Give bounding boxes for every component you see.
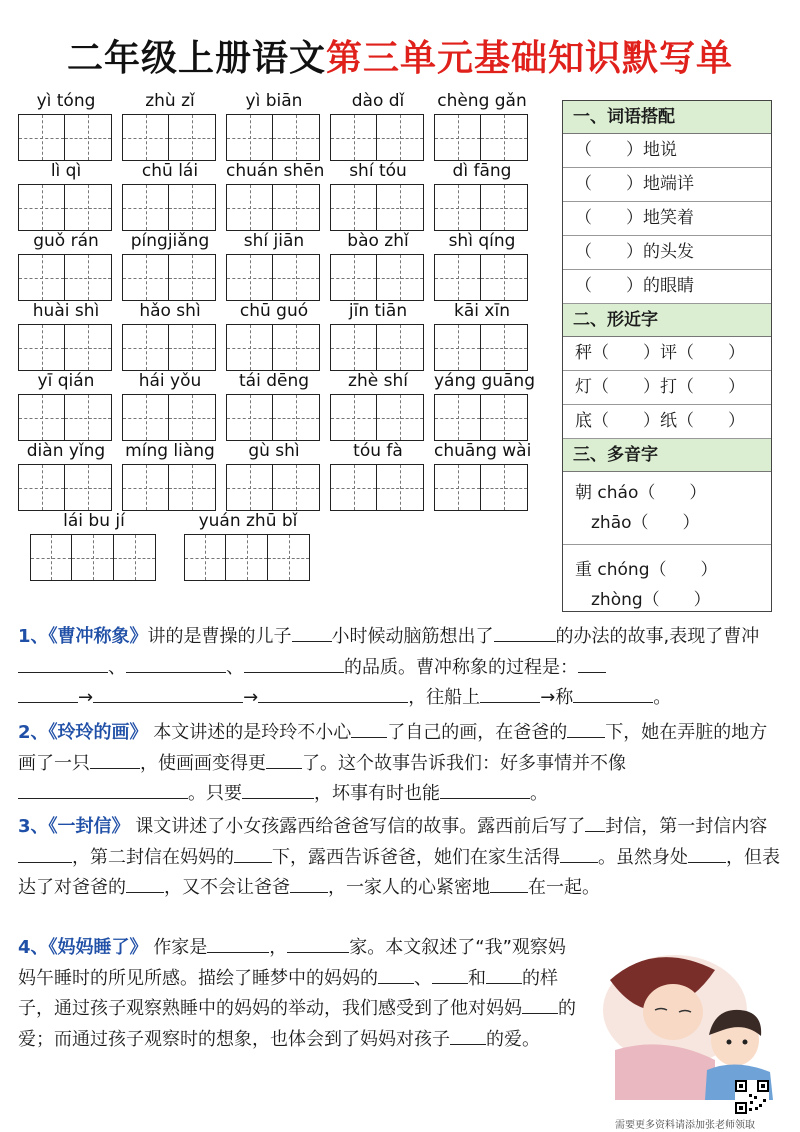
writing-box[interactable] xyxy=(122,184,169,231)
fill-blank[interactable] xyxy=(18,844,72,863)
fill-blank[interactable] xyxy=(93,684,243,703)
pinyin-word xyxy=(122,300,218,371)
writing-box[interactable] xyxy=(330,114,377,161)
pinyin-label: yì biān xyxy=(245,91,303,111)
pinyin-word xyxy=(18,370,114,441)
text-span: 讲的是曹操的儿子 xyxy=(147,626,292,647)
pinyin-label: chuāng wài xyxy=(434,441,532,461)
pinyin-word xyxy=(434,300,530,371)
paragraph-ling-ling xyxy=(18,718,782,810)
writing-boxes xyxy=(330,254,426,301)
title-part2: 第三单元基础知识默写单 xyxy=(326,38,734,79)
writing-boxes xyxy=(122,324,218,371)
lesson-title: 2、《玲玲的画》 xyxy=(18,722,148,743)
text-span: 。 xyxy=(530,783,548,804)
pinyin-word xyxy=(122,230,218,301)
fill-blank[interactable] xyxy=(440,780,530,799)
writing-box[interactable] xyxy=(434,394,481,441)
side-panel xyxy=(562,100,772,612)
pinyin-word xyxy=(226,230,322,301)
pinyin-word xyxy=(434,440,530,511)
pinyin-label: shì qíng xyxy=(448,231,516,251)
section-title-word-match: 一、词语搭配 xyxy=(563,101,771,134)
writing-box[interactable] xyxy=(226,534,268,581)
polyphone-item[interactable]: zhòng（ ） xyxy=(591,590,711,610)
fill-blank[interactable] xyxy=(90,750,140,769)
writing-boxes xyxy=(434,114,530,161)
pinyin-label: lái bu jí xyxy=(63,511,125,531)
writing-box[interactable] xyxy=(377,464,424,511)
writing-boxes xyxy=(226,464,322,511)
fill-blank[interactable] xyxy=(450,1026,486,1045)
writing-box[interactable] xyxy=(330,394,377,441)
pinyin-label: yī qián xyxy=(37,371,95,391)
writing-boxes xyxy=(330,464,426,511)
pinyin-word xyxy=(184,510,312,581)
writing-box[interactable] xyxy=(65,254,112,301)
writing-box[interactable] xyxy=(18,464,65,511)
fill-blank[interactable] xyxy=(242,780,314,799)
pinyin-label: chèng gǎn xyxy=(437,91,527,111)
fill-blank[interactable] xyxy=(480,684,540,703)
text-span: 的样子，通过孩子观察熟睡中的妈妈的举动，我们感受到了他对妈妈 xyxy=(18,967,558,1019)
pinyin-label: tóu fà xyxy=(353,441,403,461)
writing-box[interactable] xyxy=(481,184,528,231)
text-span: 在一起。 xyxy=(528,877,600,898)
fill-blank[interactable] xyxy=(266,750,302,769)
writing-box[interactable] xyxy=(434,464,481,511)
section-title-polyphones: 三、多音字 xyxy=(563,439,771,472)
text-span: 的爱。 xyxy=(486,1028,540,1050)
writing-boxes xyxy=(434,324,530,371)
writing-boxes xyxy=(226,394,322,441)
writing-box[interactable] xyxy=(65,324,112,371)
pinyin-label: yì tóng xyxy=(36,91,96,111)
writing-box[interactable] xyxy=(330,184,377,231)
writing-boxes xyxy=(18,464,114,511)
writing-box[interactable] xyxy=(226,254,273,301)
similar-char-item[interactable]: 灯（ ）打（ ） xyxy=(563,371,771,405)
pinyin-word xyxy=(330,90,426,161)
writing-boxes xyxy=(122,184,218,231)
fill-blank[interactable] xyxy=(573,684,653,703)
writing-box[interactable] xyxy=(226,184,273,231)
fill-blank[interactable] xyxy=(18,780,188,799)
writing-box[interactable] xyxy=(377,324,424,371)
writing-box[interactable] xyxy=(72,534,114,581)
writing-box[interactable] xyxy=(268,534,310,581)
polyphone-item[interactable]: zhāo（ ） xyxy=(563,508,771,545)
word-match-item[interactable]: （ ）地说 xyxy=(563,134,771,168)
writing-box[interactable] xyxy=(273,324,320,371)
pinyin-word xyxy=(122,440,218,511)
fill-blank[interactable] xyxy=(244,654,344,673)
pinyin-label: shí tóu xyxy=(349,161,407,181)
text-span: → xyxy=(243,687,259,708)
pinyin-word xyxy=(330,300,426,371)
qr-code-icon xyxy=(735,1080,769,1114)
writing-box[interactable] xyxy=(434,254,481,301)
writing-box[interactable] xyxy=(273,114,320,161)
word-match-item[interactable]: （ ）的眼睛 xyxy=(563,270,771,304)
writing-box[interactable] xyxy=(122,254,169,301)
writing-box[interactable] xyxy=(18,254,65,301)
fill-blank[interactable] xyxy=(292,623,332,642)
pinyin-label: hǎo shì xyxy=(139,301,201,321)
pinyin-label: bào zhǐ xyxy=(347,231,409,251)
text-span: ，坏事有时也能 xyxy=(314,783,440,804)
text-span: 本文讲述的是玲玲不小心 xyxy=(153,722,352,743)
pinyin-word xyxy=(226,160,325,231)
writing-box[interactable] xyxy=(330,324,377,371)
pinyin-word xyxy=(226,300,322,371)
writing-box[interactable] xyxy=(18,114,65,161)
writing-boxes xyxy=(30,534,158,581)
pinyin-label: zhè shí xyxy=(348,371,408,391)
fill-blank[interactable] xyxy=(486,965,522,984)
pinyin-label: yuán zhū bǐ xyxy=(198,511,298,531)
writing-box[interactable] xyxy=(65,464,112,511)
mother-child-illustration xyxy=(595,940,785,1100)
word-match-item[interactable]: （ ）地笑着 xyxy=(563,202,771,236)
text-span: 的办法的故事,表现了曹冲 xyxy=(555,626,760,647)
writing-box[interactable] xyxy=(273,464,320,511)
writing-box[interactable] xyxy=(65,394,112,441)
pinyin-label: zhù zǐ xyxy=(145,91,195,111)
fill-blank[interactable] xyxy=(494,623,556,642)
text-span: 、 xyxy=(108,656,126,678)
writing-box[interactable] xyxy=(330,254,377,301)
pinyin-word xyxy=(434,230,530,301)
writing-box[interactable] xyxy=(481,114,528,161)
pinyin-word xyxy=(226,440,322,511)
text-span: 下，露西告诉爸爸，她们在家生活得 xyxy=(272,846,560,868)
pinyin-word xyxy=(30,510,158,581)
writing-box[interactable] xyxy=(169,464,216,511)
fill-blank[interactable] xyxy=(522,995,558,1014)
text-span: 。虽然身处 xyxy=(598,846,688,868)
writing-box[interactable] xyxy=(169,114,216,161)
lesson-title: 1、《曹冲称象》 xyxy=(18,626,148,647)
writing-box[interactable] xyxy=(434,114,481,161)
paragraph-cao-chong xyxy=(18,622,782,714)
pinyin-word xyxy=(330,370,426,441)
pinyin-label: tái dēng xyxy=(238,371,310,391)
pinyin-label: gù shì xyxy=(248,441,300,461)
writing-box[interactable] xyxy=(65,114,112,161)
text-span: ，使画画变得更 xyxy=(140,752,266,774)
pinyin-word xyxy=(18,440,114,511)
writing-boxes xyxy=(184,534,312,581)
paragraph-a-letter xyxy=(18,812,782,904)
pinyin-word xyxy=(434,90,530,161)
text-span: 课文讲述了小女孩露西给爸爸写信的故事。露西前后写了 xyxy=(135,816,586,837)
similar-char-item[interactable]: 底（ ）纸（ ） xyxy=(563,405,771,439)
writing-box[interactable] xyxy=(481,324,528,371)
word-match-item[interactable]: （ ）地端详 xyxy=(563,168,771,202)
pinyin-label: yáng guāng xyxy=(434,371,535,391)
text-span: 、 xyxy=(414,967,432,989)
writing-box[interactable] xyxy=(169,254,216,301)
writing-boxes xyxy=(18,114,114,161)
pinyin-label: diàn yǐng xyxy=(26,441,106,461)
writing-box[interactable] xyxy=(18,184,65,231)
pinyin-label: chū lái xyxy=(141,161,199,181)
pinyin-word xyxy=(434,160,530,231)
writing-box[interactable] xyxy=(434,324,481,371)
writing-box[interactable] xyxy=(226,464,273,511)
text-span: 。 xyxy=(653,687,672,708)
writing-box[interactable] xyxy=(330,464,377,511)
writing-box[interactable] xyxy=(273,184,320,231)
writing-box[interactable] xyxy=(226,324,273,371)
pinyin-word xyxy=(18,90,114,161)
writing-box[interactable] xyxy=(481,254,528,301)
text-span: ，一家人的心紧密地 xyxy=(328,877,490,898)
writing-boxes xyxy=(330,394,426,441)
footer-note: 需要更多资料请添加张老师领取 xyxy=(615,1120,755,1131)
pinyin-label: huài shì xyxy=(32,301,100,321)
pinyin-word xyxy=(18,230,114,301)
writing-boxes xyxy=(330,114,426,161)
text-span: ，第二封信在妈妈的 xyxy=(72,846,234,868)
pinyin-word xyxy=(330,160,426,231)
writing-box[interactable] xyxy=(114,534,156,581)
writing-box[interactable] xyxy=(273,254,320,301)
pinyin-label: míng liàng xyxy=(125,441,215,461)
writing-boxes xyxy=(122,254,218,301)
section-title-similar-chars: 二、形近字 xyxy=(563,304,771,337)
writing-box[interactable] xyxy=(377,394,424,441)
fill-blank[interactable] xyxy=(18,654,108,673)
text-span: 、 xyxy=(226,656,244,678)
text-span: 。只要 xyxy=(188,783,242,804)
writing-box[interactable] xyxy=(30,534,72,581)
writing-boxes xyxy=(18,394,114,441)
fill-blank[interactable] xyxy=(290,874,328,893)
pinyin-word xyxy=(122,90,218,161)
pinyin-label: hái yǒu xyxy=(138,371,202,391)
polyphone-item[interactable]: 重 chóng（ ） xyxy=(575,560,718,580)
writing-boxes xyxy=(122,464,218,511)
pinyin-label: jīn tiān xyxy=(348,301,408,321)
text-span: ，但表达了对爸爸的 xyxy=(18,846,780,898)
fill-blank[interactable] xyxy=(258,684,408,703)
pinyin-label: lì qì xyxy=(50,161,82,181)
text-span: 封信，第一封信内容 xyxy=(605,816,768,837)
paragraph-mom-sleeps xyxy=(18,933,578,1055)
writing-box[interactable] xyxy=(481,394,528,441)
writing-box[interactable] xyxy=(273,394,320,441)
fill-blank[interactable] xyxy=(18,684,78,703)
fill-blank[interactable] xyxy=(234,844,272,863)
writing-box[interactable] xyxy=(169,324,216,371)
writing-box[interactable] xyxy=(434,184,481,231)
writing-boxes xyxy=(226,254,322,301)
writing-box[interactable] xyxy=(122,114,169,161)
writing-box[interactable] xyxy=(184,534,226,581)
text-span: 和 xyxy=(468,967,486,989)
fill-blank[interactable] xyxy=(560,844,598,863)
writing-boxes xyxy=(226,324,322,371)
writing-boxes xyxy=(434,394,530,441)
pinyin-label: shí jiān xyxy=(243,231,305,251)
writing-boxes xyxy=(434,254,530,301)
fill-blank[interactable] xyxy=(688,844,726,863)
word-match-item[interactable]: （ ）的头发 xyxy=(563,236,771,270)
fill-blank[interactable] xyxy=(378,965,414,984)
polyphone-item[interactable]: 朝 cháo（ ） xyxy=(575,483,707,503)
fill-blank[interactable] xyxy=(432,965,468,984)
writing-box[interactable] xyxy=(65,184,112,231)
writing-box[interactable] xyxy=(226,114,273,161)
pinyin-word xyxy=(226,90,322,161)
pinyin-word xyxy=(330,440,426,511)
fill-blank[interactable] xyxy=(126,874,164,893)
writing-boxes xyxy=(18,184,114,231)
text-span: 了自己的画，在爸爸的 xyxy=(387,722,568,743)
writing-box[interactable] xyxy=(169,184,216,231)
text-span: 的爱；而通过孩子观察时的想象，也体会到了妈妈对孩子 xyxy=(18,998,576,1050)
pinyin-word xyxy=(330,230,426,301)
writing-boxes xyxy=(330,324,426,371)
writing-box[interactable] xyxy=(122,464,169,511)
similar-char-item[interactable]: 秤（ ）评（ ） xyxy=(563,337,771,371)
writing-boxes xyxy=(434,464,530,511)
writing-box[interactable] xyxy=(226,394,273,441)
pinyin-word xyxy=(122,370,218,441)
page-title xyxy=(0,30,800,81)
fill-blank[interactable] xyxy=(126,654,226,673)
text-span: 家。本文叙述了“我”观察妈妈午睡时的所见所感。描绘了睡梦中的妈妈的 xyxy=(18,937,566,989)
lesson-title: 4、《妈妈睡了》 xyxy=(18,937,148,958)
writing-box[interactable] xyxy=(377,254,424,301)
pinyin-label: chuán shēn xyxy=(226,161,325,181)
title-part1: 二年级上册语文 xyxy=(66,38,326,79)
lesson-title: 3、《一封信》 xyxy=(18,816,130,837)
pinyin-label: guǒ rán xyxy=(33,231,99,251)
fill-blank[interactable] xyxy=(490,874,528,893)
writing-box[interactable] xyxy=(481,464,528,511)
writing-boxes xyxy=(122,114,218,161)
writing-box[interactable] xyxy=(169,394,216,441)
writing-boxes xyxy=(122,394,218,441)
pinyin-word xyxy=(122,160,218,231)
pinyin-word xyxy=(226,370,322,441)
text-span: 下，她在弄脏的地方画了一只 xyxy=(18,722,768,774)
text-span: 作家是 xyxy=(153,937,208,958)
writing-boxes xyxy=(226,114,322,161)
fill-blank[interactable] xyxy=(585,813,605,832)
text-span: ，往船上 xyxy=(408,687,481,708)
fill-blank[interactable] xyxy=(578,654,606,673)
writing-box[interactable] xyxy=(122,324,169,371)
fill-blank[interactable] xyxy=(567,719,605,738)
writing-box[interactable] xyxy=(377,114,424,161)
writing-boxes xyxy=(330,184,426,231)
writing-box[interactable] xyxy=(377,184,424,231)
pinyin-word xyxy=(434,370,535,441)
text-span: →称 xyxy=(540,687,574,708)
pinyin-word xyxy=(18,160,114,231)
pinyin-label: píngjiǎng xyxy=(130,231,210,251)
text-span: ， xyxy=(269,937,288,958)
fill-blank[interactable] xyxy=(207,934,269,953)
pinyin-label: kāi xīn xyxy=(454,301,510,321)
pinyin-grid xyxy=(18,90,558,600)
text-span: ，又不会让爸爸 xyxy=(164,877,290,898)
pinyin-label: dì fāng xyxy=(452,161,512,181)
text-span: 了。这个故事告诉我们：好多事情并不像 xyxy=(302,752,626,774)
writing-boxes xyxy=(18,324,114,371)
writing-box[interactable] xyxy=(122,394,169,441)
pinyin-label: dào dǐ xyxy=(351,91,405,111)
writing-boxes xyxy=(226,184,322,231)
pinyin-word xyxy=(18,300,114,371)
writing-box[interactable] xyxy=(18,324,65,371)
text-span: → xyxy=(78,687,94,708)
fill-blank[interactable] xyxy=(287,934,349,953)
writing-box[interactable] xyxy=(18,394,65,441)
text-span: 小时候动脑筋想出了 xyxy=(331,626,494,647)
pinyin-label: chū guó xyxy=(239,301,309,321)
fill-blank[interactable] xyxy=(351,719,387,738)
writing-boxes xyxy=(434,184,530,231)
text-span: 的品质。曹冲称象的过程是： xyxy=(344,656,578,678)
writing-boxes xyxy=(18,254,114,301)
